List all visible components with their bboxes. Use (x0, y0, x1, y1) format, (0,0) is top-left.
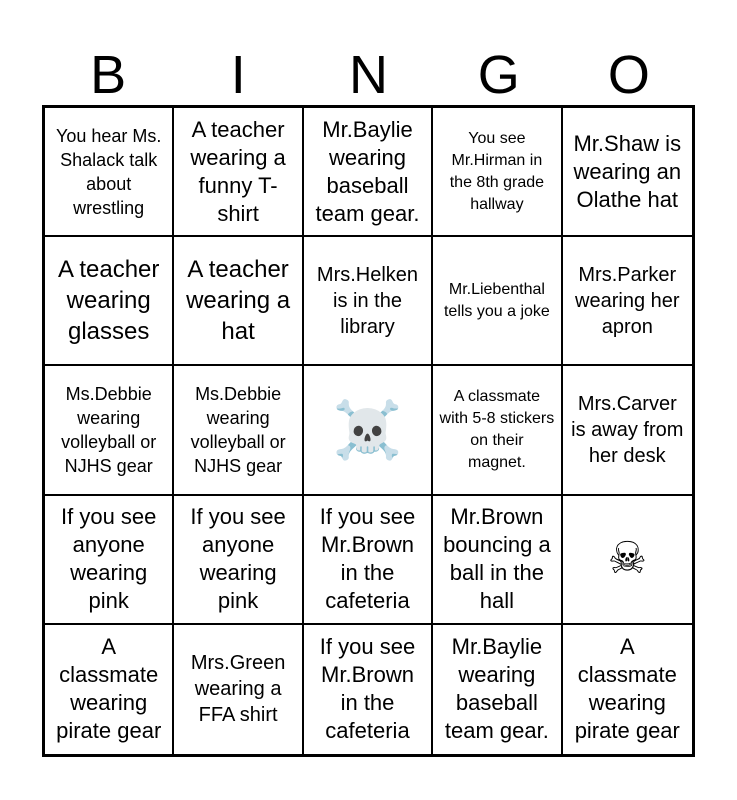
bingo-cell[interactable] (563, 496, 692, 625)
bingo-cell[interactable] (45, 496, 174, 625)
cell-text: Mr.Shaw is wearing an Olathe hat (573, 130, 682, 212)
bingo-cell[interactable] (563, 625, 692, 754)
bingo-cell[interactable] (433, 496, 562, 625)
header-letter-b: B (90, 45, 127, 105)
cell-text: Mr.Liebenthal tells you a joke (443, 280, 550, 320)
cell-text: Mrs.Parker wearing her apron (575, 263, 680, 338)
cell-text: Ms.Debbie wearing volleyball or NJHS gear (61, 383, 157, 476)
cell-text: Ms.Debbie wearing volleyball or NJHS gear (190, 383, 286, 476)
header-letter-g: G (477, 45, 520, 105)
bingo-cell[interactable] (304, 625, 433, 754)
cell-text: If you see Mr.Brown in the cafeteria (319, 634, 416, 744)
cell-text: A teacher wearing a hat (186, 256, 291, 346)
cell-text: You see Mr.Hirman in the 8th grade hallway (449, 129, 545, 213)
bingo-cell[interactable] (433, 108, 562, 237)
bingo-cell[interactable] (304, 108, 433, 237)
bingo-cell[interactable] (45, 625, 174, 754)
bingo-cell[interactable] (45, 366, 174, 495)
cell-text: Mrs.Green wearing a FFA shirt (190, 652, 286, 727)
bingo-cell[interactable] (174, 237, 303, 366)
bingo-cell[interactable] (174, 108, 303, 237)
cell-text: A teacher wearing a funny T-shirt (190, 116, 286, 226)
bingo-cell[interactable] (45, 108, 174, 237)
skull-crossbones-icon: ☠ (607, 534, 648, 584)
cell-text: A classmate wearing pirate gear (574, 634, 680, 744)
bingo-cell[interactable] (304, 496, 433, 625)
header-letter-i: I (230, 45, 246, 105)
bingo-cell[interactable] (174, 625, 303, 754)
cell-text: If you see Mr.Brown in the cafeteria (319, 504, 416, 614)
bingo-cell[interactable] (45, 237, 174, 366)
cell-text: A classmate wearing pirate gear (56, 634, 162, 744)
cell-text: You hear Ms. Shalack talk about wrestling (55, 125, 162, 218)
bingo-cell[interactable] (304, 237, 433, 366)
bingo-cell[interactable] (563, 237, 692, 366)
cell-text: A teacher wearing glasses (57, 256, 160, 346)
skull-crossbones-icon: ☠️ (332, 397, 403, 461)
bingo-cell[interactable] (433, 366, 562, 495)
cell-text: If you see anyone wearing pink (61, 504, 157, 614)
cell-text: Mrs.Carver is away from her desk (571, 392, 684, 467)
bingo-cell[interactable] (563, 366, 692, 495)
cell-text: Mr.Baylie wearing baseball team gear. (315, 116, 420, 226)
cell-text: If you see anyone wearing pink (190, 504, 286, 614)
bingo-cell-free-space[interactable] (304, 366, 433, 495)
bingo-cell[interactable] (174, 366, 303, 495)
header-letter-n: N (348, 45, 388, 105)
bingo-header (43, 44, 694, 106)
bingo-cell[interactable] (174, 496, 303, 625)
bingo-cell[interactable] (563, 108, 692, 237)
header-letter-o: O (607, 45, 650, 105)
bingo-cell[interactable] (433, 237, 562, 366)
cell-text: A classmate with 5-8 stickers on their magnet. (439, 387, 555, 471)
cell-text: Mr.Brown bouncing a ball in the hall (443, 504, 551, 614)
bingo-cell[interactable] (433, 625, 562, 754)
cell-text: Mr.Baylie wearing baseball team gear. (444, 634, 549, 744)
cell-text: Mrs.Helken is in the library (316, 263, 419, 338)
bingo-board (42, 105, 695, 757)
